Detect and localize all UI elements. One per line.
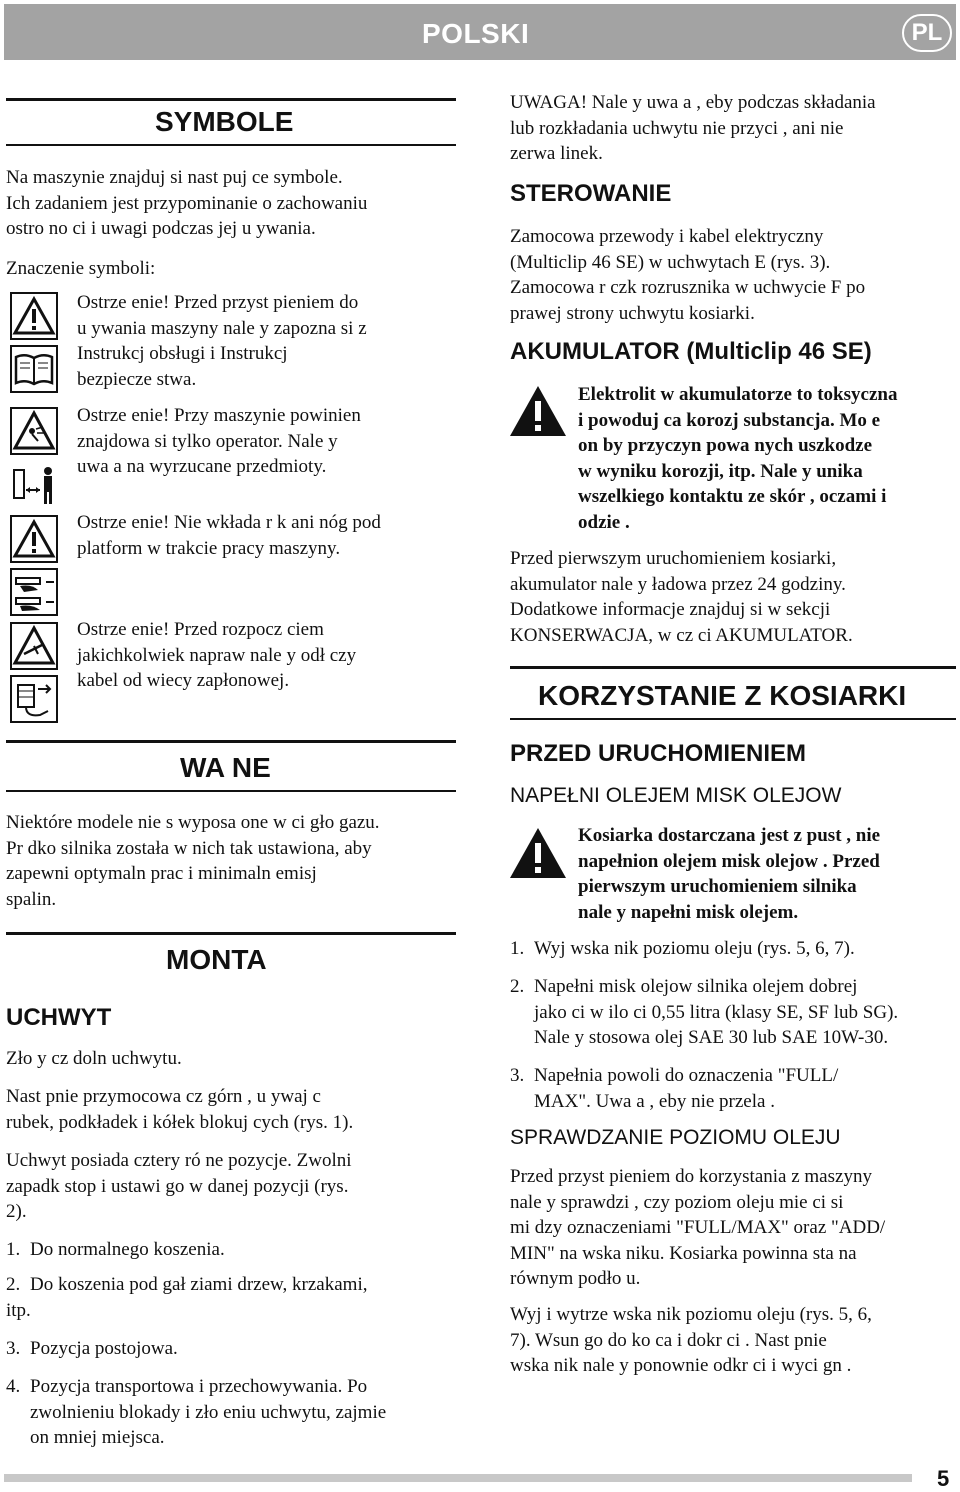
warning-triangle-icon: [10, 515, 58, 563]
akumulator-title: AKUMULATOR (Multiclip 46 SE): [510, 338, 872, 365]
section-rule: [6, 932, 456, 935]
position-list-item: 3. Pozycja postojowa.: [6, 1338, 178, 1359]
oil-step: 1. Wyj wska nik poziomu oleju (rys. 5, 6, 7).: [510, 938, 855, 959]
symbole-intro: Na maszynie znajduj si nast puj ce symbole. Ich zadaniem jest przypominanie o zachowaniu ostro no ci i uwagi podczas jej u ywania.: [6, 167, 368, 239]
keep-distance-icon: [10, 462, 58, 510]
position-list-item: 1. Do normalnego koszenia.: [6, 1239, 225, 1260]
uchwyt-positions: Uchwyt posiada cztery ró ne pozycje. Zwolni zapadk stop i ustawi go w danej pozycji (rys. 2).: [6, 1150, 352, 1222]
sprawdzanie-title: SPRAWDZANIE POZIOMU OLEJU: [510, 1126, 841, 1149]
montaz-title: MONTA: [166, 944, 267, 975]
akumulator-warning: Elektrolit w akumulatorze to toksyczna i powoduj ca korozj substancja. Mo e on by przyczyn powa nych uszkodze w wyniku korozji, itp. Nale y unika wszelkiego kontaktu ze skór , oczami i odzie .: [578, 384, 898, 533]
uwaga-note: UWAGA! Nale y uwa a , eby podczas składania lub rozkładania uchwytu nie przyci , ani nie zerwa linek.: [510, 92, 876, 164]
symbol-item-sparkplug: Ostrze enie! Przed rozpocz ciem jakichkolwiek napraw nale y odł czy kabel od wiecy zapłonowej.: [77, 619, 357, 691]
section-rule: [510, 718, 956, 720]
page-header: [4, 4, 956, 60]
thrown-objects-icon: [10, 407, 58, 455]
symbole-title: SYMBOLE: [155, 106, 294, 137]
symbole-meaning-label: Znaczenie symboli:: [6, 258, 156, 279]
napelnij-warning: Kosiarka dostarczana jest z pust , nie napełnion olejem misk olejow . Przed pierwszym uruchomieniem silnika nale y napełni misk olejem.: [578, 825, 881, 923]
section-rule: [6, 740, 456, 743]
warning-triangle-icon: [508, 826, 568, 880]
section-rule: [6, 144, 456, 146]
uchwyt-step-1: Zło y cz doln uchwytu.: [6, 1048, 182, 1069]
manual-book-icon: [10, 345, 58, 393]
page-number: 5: [937, 1466, 950, 1491]
sterowanie-text: Zamocowa przewody i kabel elektryczny (Multiclip 46 SE) w uchwytach E (rys. 3). Zamocowa r czk rozrusznika w uchwycie F po prawej strony uchwytu kosiarki.: [510, 226, 866, 324]
oil-step: 2. Napełni misk olejow silnika olejem dobrej jako ci w ilo ci 0,55 litra (klasy SE, SF lub SG). Nale y stosowa olej SAE 30 lub SAE 10W-30.: [510, 976, 899, 1048]
korzystanie-title: KORZYSTANIE Z KOSIARKI: [538, 680, 907, 711]
hand-foot-blade-icon: [10, 568, 58, 616]
section-rule: [6, 790, 456, 792]
napelnij-title: NAPEŁNI OLEJEM MISK OLEJOW: [510, 784, 842, 807]
spark-plug-icon: [10, 675, 58, 723]
symbol-item-hands: Ostrze enie! Nie wkłada r k ani nóg pod platform w trakcie pracy maszyny.: [77, 512, 381, 559]
warning-triangle-icon: [10, 292, 58, 340]
position-list-item: 2. Do koszenia pod gał ziami drzew, krzakami, itp.: [6, 1274, 368, 1321]
uchwyt-title: UCHWYT: [6, 1004, 112, 1031]
section-rule: [510, 666, 956, 669]
oil-step: 3. Napełnia powoli do oznaczenia "FULL/ MAX". Uwa a , eby nie przela .: [510, 1065, 839, 1112]
position-list-item: 4. Pozycja transportowa i przechowywania. Po zwolnieniu blokady i zło eniu uchwytu, zajmie on mniej miejsca.: [6, 1376, 387, 1448]
blade-warning-icon: [10, 622, 58, 670]
section-rule: [6, 98, 456, 101]
language-badge: PL: [902, 14, 952, 52]
warning-triangle-icon: [508, 384, 568, 438]
symbol-item-manual: Ostrze enie! Przed przyst pieniem do u ywania maszyny nale y zapozna si z Instrukcj obsługi i Instrukcj bezpiecze stwa.: [77, 292, 367, 390]
wazne-text: Niektóre modele nie s wyposa one w ci gło gazu. Pr dko silnika została w nich tak ustawiona, aby zapewni optymaln prac i minimaln emisj spalin.: [6, 812, 380, 910]
akumulator-text: Przed pierwszym uruchomieniem kosiarki, akumulator nale y ładowa przez 24 godziny. Dodatkowe informacje znajduj si w sekcji KONSERWACJA, w cz ci AKUMULATOR.: [510, 548, 853, 646]
sprawdzanie-text-2: Wyj i wytrze wska nik poziomu oleju (rys. 5, 6, 7). Wsun go do ko ca i dokr ci . Nast pnie wska nik nale y ponownie odkr ci i wyci gn .: [510, 1304, 872, 1376]
wazne-title: WA NE: [180, 752, 271, 783]
sterowanie-title: STEROWANIE: [510, 180, 672, 207]
sprawdzanie-text-1: Przed przyst pieniem do korzystania z maszyny nale y sprawdzi , czy poziom oleju mie ci si mi dzy oznaczeniami "FULL/MAX" oraz "ADD/ MIN" na wska niku. Kosiarka powinna sta na równym podło u.: [510, 1166, 886, 1289]
footer-bar: [4, 1474, 912, 1482]
uchwyt-step-2: Nast pnie przymocowa cz górn , u ywaj c rubek, podkładek i kółek blokuj cych (rys. 1).: [6, 1086, 354, 1133]
symbol-item-operator: Ostrze enie! Przy maszynie powinien znajdowa si tylko operator. Nale y uwa a na wyrzucane przedmioty.: [77, 405, 361, 477]
language-title: POLSKI: [422, 18, 530, 49]
przed-title: PRZED URUCHOMIENIEM: [510, 740, 807, 767]
